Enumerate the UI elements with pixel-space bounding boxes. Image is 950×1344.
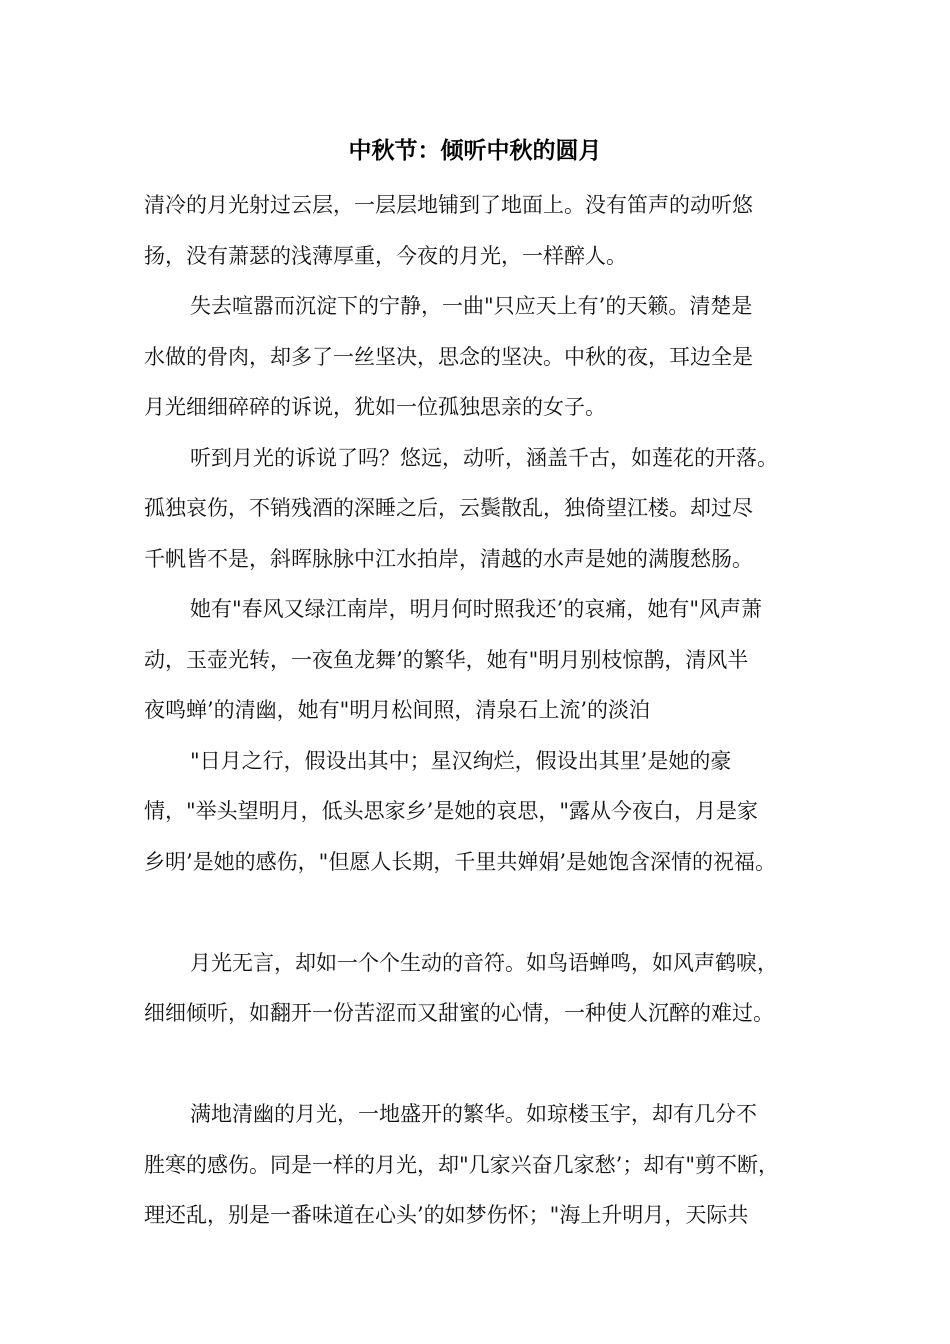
text-line: 千帆皆不是，斜晖脉脉中江水拍岸，清越的水声是她的满腹愁肠。 xyxy=(144,546,753,571)
text-line: 清冷的月光射过云层，一层层地铺到了地面上。没有笛声的动听悠 xyxy=(144,193,753,217)
text-line: 理还乱，别是一番味道在心头’的如梦伤怀；"海上升明月，天际共 xyxy=(144,1203,749,1227)
paragraph-6 xyxy=(144,938,822,1039)
text-line: "日月之行，假设出其中；星汉绚烂，假设出其里’是她的豪 xyxy=(190,748,732,773)
paragraph-4 xyxy=(144,584,822,736)
paragraph-spacer xyxy=(144,887,822,938)
paragraph-7 xyxy=(144,1089,822,1241)
text-line: 扬，没有萧瑟的浅薄厚重，今夜的月光，一样醉人。 xyxy=(144,243,627,268)
text-line: 失去喧嚣而沉淀下的宁静，一曲"只应天上有’的天籁。清楚是 xyxy=(190,294,753,318)
text-line: 水做的骨肉，却多了一丝坚决，思念的坚决。中秋的夜，耳边全是 xyxy=(144,344,753,369)
text-line: 夜鸣蝉’的清幽，她有"明月松间照，清泉石上流’的淡泊 xyxy=(144,698,651,722)
text-line: 细细倾听，如翻开一份苦涩而又甜蜜的心情，一种使人沉醉的难过。 xyxy=(144,1001,774,1025)
paragraph-spacer xyxy=(144,1039,822,1090)
paragraph-2 xyxy=(144,281,822,433)
paragraph-3 xyxy=(144,433,822,585)
text-line: 胜寒的感伤。同是一样的月光，却"几家兴奋几家愁’；却有"剪不断， xyxy=(144,1152,779,1177)
text-line: 满地清幽的月光，一地盛开的繁华。如琼楼玉宇，却有几分不 xyxy=(190,1102,757,1126)
text-line: 她有"春风又绿江南岸，明月何时照我还’的哀痛，她有"风声萧 xyxy=(190,597,762,621)
text-line: 听到月光的诉说了吗？悠远，动听，涵盖千古，如莲花的开落。 xyxy=(190,445,778,470)
text-line: 乡明’是她的感伤，"但愿人长期，千里共婵娟’是她饱含深情的祝福。 xyxy=(144,849,777,874)
document-body xyxy=(144,180,822,1241)
page-title: 中秋节：倾听中秋的圆月 xyxy=(348,138,602,164)
text-line: 动，玉壶光转，一夜鱼龙舞’的繁华，她有"明月别枝惊鹊，清风半 xyxy=(144,647,749,672)
text-line: 月光细细碎碎的诉说，犹如一位孤独思亲的女子。 xyxy=(144,395,606,419)
text-line: 孤独哀伤，不销残酒的深睡之后，云鬓散乱，独倚望江楼。却过尽 xyxy=(144,496,753,520)
text-line: 情，"举头望明月，低头思家乡’是她的哀思，"露从今夜白，月是家 xyxy=(144,799,758,823)
paragraph-1 xyxy=(144,180,822,281)
text-line: 月光无言，却如一个个生动的音符。如鸟语蝉鸣，如风声鹤唳， xyxy=(190,950,778,975)
paragraph-5 xyxy=(144,736,822,888)
